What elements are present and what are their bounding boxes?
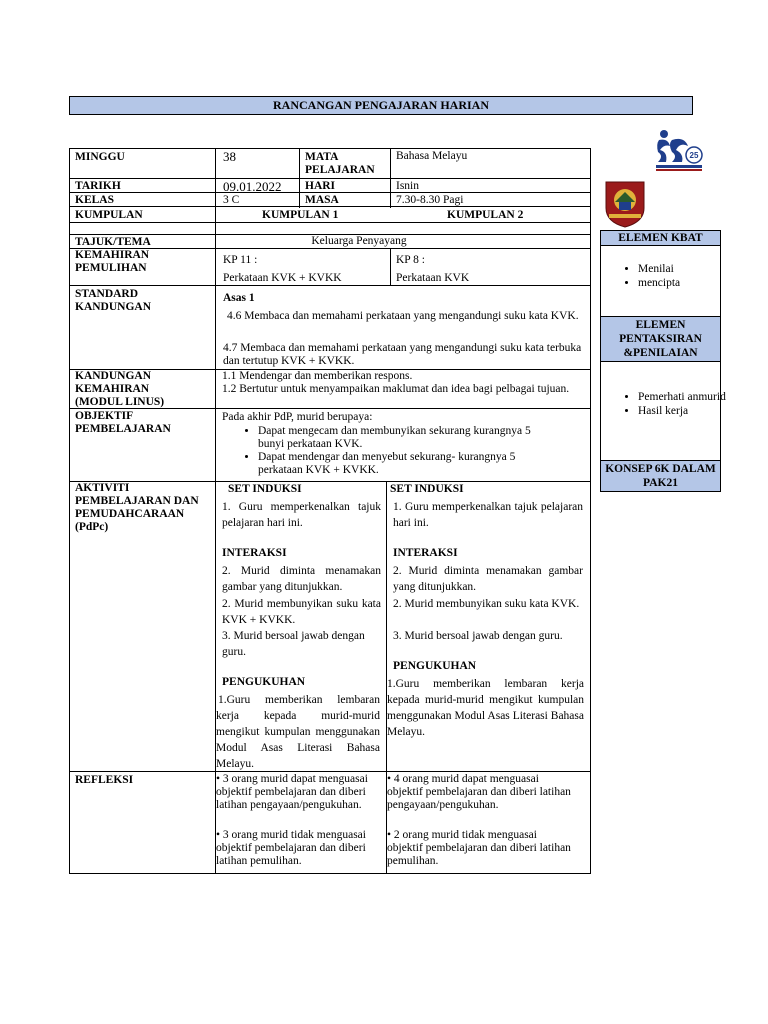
kp2-text: Perkataan KVK [396,272,470,284]
label-hari: HARI [305,180,336,192]
pentaksiran-head: ELEMEN PENTAKSIRAN &PENILAIAN [601,317,720,361]
kpm-logo-icon [654,128,704,172]
logo-text: 25 [689,151,699,160]
k2-set-head: SET INDUKSI [390,483,464,495]
k1-peng-head: PENGUKUHAN [222,676,306,688]
refleksi-k2-a: • 4 orang murid dapat menguasai objektif pembelajaran dan diberi latihan pengayaan/pengukuhan. [387,773,571,811]
refleksi-k1-b: • 3 orang murid tidak menguasai objektif pembelajaran dan diberi latihan pemulihan. [216,829,366,867]
label-minggu: MINGGU [75,151,125,163]
konsep-head: KONSEP 6K DALAM PAK21 [601,461,720,491]
k1-set-text: 1. Guru memperkenalkan tajuk pelajaran hari ini. [222,501,381,529]
value-masa: 7.30-8.30 Pagi [396,194,464,206]
list-item: • Pemerhati anmurid [638,390,748,404]
list-item: • Hasil kerja [638,404,748,418]
list-item: • Dapat mendengar dan menyebut sekurang- kurangnya 5 perkataan KVK + KVKK. [258,451,558,477]
value-kelas: 3 C [223,194,240,206]
k2-int-item: 2. Murid membunyikan suku kata KVK. [393,598,580,610]
value-tajuk: Keluarga Penyayang [311,235,407,247]
label-aktiviti: AKTIVITI PEMBELAJARAN DAN PEMUDAHCARAAN (PdPc) [75,482,199,533]
kk-item: 1.1 Mendengar dan memberikan respons. [222,370,413,382]
k1-int-item: 2. Murid membunyikan suku kata KVK + KVKK. [222,598,381,626]
k2-int-item: 2. Murid diminta menamakan gambar yang ditunjukkan. [393,565,583,593]
value-hari: Isnin [396,180,419,192]
label-kemahiran-pemulihan: KEMAHIRAN PEMULIHAN [75,249,150,274]
kp2-code: KP 8 : [396,254,425,266]
sk-item: 4.6 Membaca dan memahami perkataan yang mengandungi suku kata KVK. [227,310,579,322]
obj-intro: Pada akhir PdP, murid berupaya: [222,411,373,423]
label-refleksi: REFLEKSI [75,774,134,786]
k2-peng-head: PENGUKUHAN [393,660,477,672]
sk-item: 4.7 Membaca dan memahami perkataan yang mengandungi suku kata terbuka dan tertutup KVK + KVKK. [223,342,582,367]
label-kandungan-kemahiran: KANDUNGAN KEMAHIRAN (MODUL LINUS) [75,370,165,408]
label-tajuk: TAJUK/TEMA [75,236,151,248]
kp1-text: Perkataan KVK + KVKK [223,272,342,284]
k1-set-head: SET INDUKSI [228,483,302,495]
refleksi-k2-b: • 2 orang murid tidak menguasai objektif pembelajaran dan diberi latihan pemulihan. [387,829,571,867]
kp1-code: KP 11 : [223,254,258,266]
list-item: • Dapat mengecam dan membunyikan sekurang kurangnya 5 bunyi perkataan KVK. [258,425,558,451]
pentaksiran-list [600,390,748,418]
label-kumpulan: KUMPULAN [75,209,143,221]
k2-set-text: 1. Guru memperkenalkan tajuk pelajaran hari ini. [393,501,583,529]
k1-int-item: 2. Murid diminta menamakan gambar yang ditunjukkan. [222,565,381,593]
k1-int-head: INTERAKSI [222,547,287,559]
kk-item: 1.2 Bertutur untuk menyampaikan maklumat dan idea bagi pelbagai tujuan. [222,383,570,395]
k1-peng-text: 1.Guru memberikan lembaran kerja kepada murid-murid mengikut kumpulan menggunakan Modul Asas Literasi Bahasa Melayu. [216,694,380,770]
label-mata-pelajaran: MATA PELAJARAN [305,151,375,176]
obj-list [216,425,558,477]
value-tarikh: 09.01.2022 [223,179,282,194]
label-masa: MASA [305,194,339,206]
school-crest-icon [603,180,647,228]
kbat-head: ELEMEN KBAT [601,231,720,245]
list-item: • Menilai [638,262,748,276]
k2-int-item: 3. Murid bersoal jawab dengan guru. [393,630,563,642]
value-mata-pelajaran: Bahasa Melayu [396,150,468,162]
label-standard-kandungan: STANDARD KANDUNGAN [75,288,152,313]
value-kumpulan-1: KUMPULAN 1 [262,209,339,221]
k2-peng-text: 1.Guru memberikan lembaran kerja kepada murid-murid mengikut kumpulan menggunakan Modul Asas Literasi Bahasa Melayu. [387,678,584,738]
refleksi-k1-a: • 3 orang murid dapat menguasai objektif pembelajaran dan diberi latihan pengayaan/pengukuhan. [216,773,368,811]
kbat-list [600,262,748,290]
value-kumpulan-2: KUMPULAN 2 [447,209,524,221]
label-objektif: OBJEKTIF PEMBELAJARAN [75,410,171,435]
list-item: • mencipta [638,276,748,290]
k2-int-head: INTERAKSI [393,547,458,559]
k1-int-item: 3. Murid bersoal jawab dengan guru. [222,630,365,658]
sk-head: Asas 1 [223,292,255,304]
label-tarikh: TARIKH [75,180,121,192]
value-minggu: 38 [223,149,236,164]
page-title: RANCANGAN PENGAJARAN HARIAN [69,96,693,115]
label-kelas: KELAS [75,194,114,206]
